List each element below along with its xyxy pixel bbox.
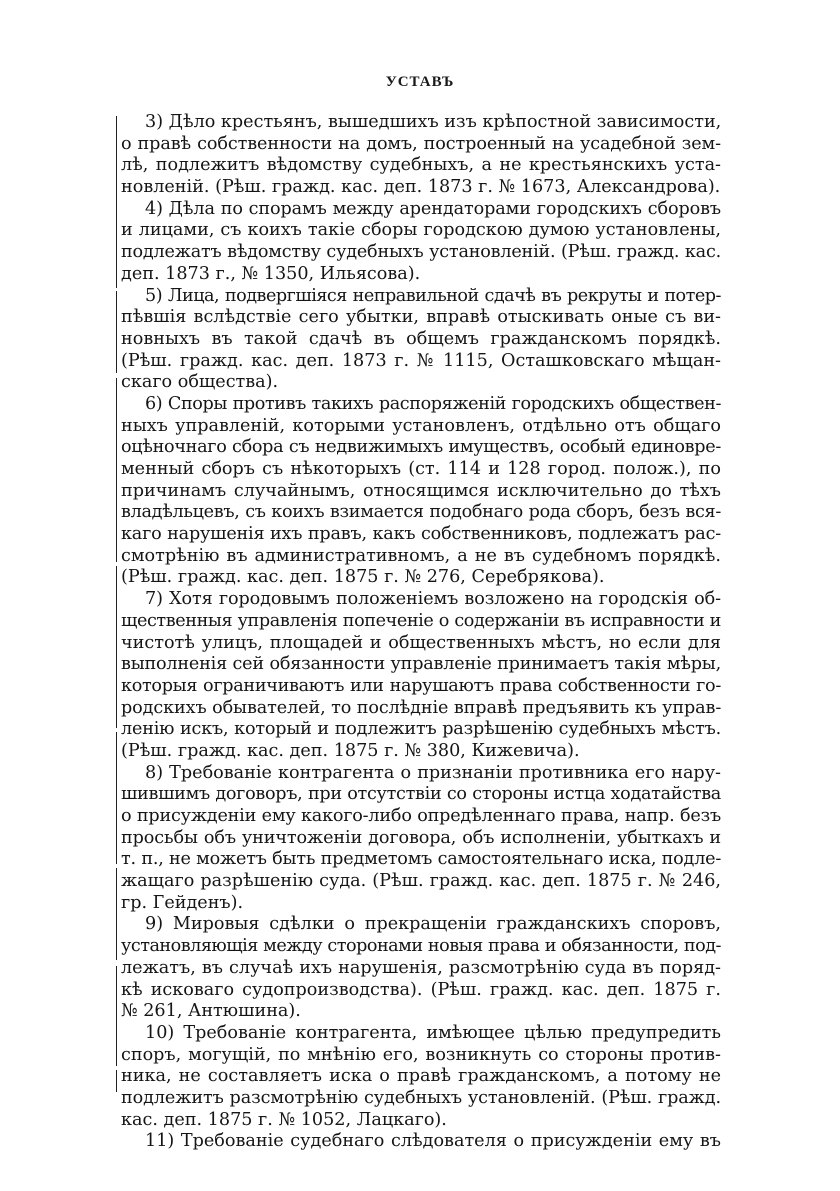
text-line: ныхъ управленiй, которыми установленъ, отдѣльно отъ общаго [121, 415, 721, 436]
margin-rule [116, 378, 117, 562]
page-body [121, 112, 721, 1153]
text-line: и лицами, съ коихъ такiе сборы городскою думою установлены, [121, 220, 721, 241]
text-line: 4) Дѣла по спорамъ между арендаторами городскихъ сборовъ [145, 198, 721, 219]
text-line: кас. деп. 1875 г. № 1052, Лацкаго). [121, 1109, 447, 1130]
margin-rule [116, 868, 117, 960]
text-line: 7) Хотя городовымъ положенiемъ возложено на городскiя об- [145, 589, 721, 610]
text-line: лѣ, подлежитъ вѣдомству судебныхъ, а не крестьянскихъ уста- [121, 155, 721, 176]
margin-rule [116, 1070, 117, 1092]
text-line: гр. Гейденъ). [121, 892, 244, 913]
text-line: 11) Требованiе судебнаго слѣдователя о присужденiи ему въ [145, 1131, 721, 1152]
text-line: 8) Требованiе контрагента о признанiи противника его нару- [145, 762, 721, 783]
text-line: № 261, Антюшина). [121, 1001, 301, 1022]
text-line: споръ, могущiй, по мнѣнiю его, возникнуть со стороны против- [121, 1044, 721, 1065]
text-line: щественныя управленiя попеченiе о содержанiи въ исправности и [121, 610, 721, 631]
margin-rule [116, 732, 117, 864]
text-line: владѣльцевъ, съ коихъ взимается подобнаго рода сборъ, безъ вся- [121, 502, 721, 523]
text-line: 9) Мировыя сдѣлки о прекращенiи гражданскихъ споровъ, [145, 914, 721, 935]
text-line: (Рѣш. гражд. кас. деп. 1873 г. № 1115, Осташковскаго мѣщан- [121, 350, 721, 371]
text-line: о правѣ собственности на домъ, построенный на усадебной зем- [121, 133, 721, 154]
text-line: подлежатъ вѣдомству судебныхъ установленiй. (Рѣш. гражд. кас. [121, 242, 721, 263]
text-line: новленiй. (Рѣш. гражд. кас. деп. 1873 г. № 1673, Александрова). [121, 177, 721, 198]
running-title: УСТАВЪ [385, 74, 455, 90]
text-line: смотрѣнiю въ административномъ, а не въ судебномъ порядкѣ. [121, 545, 721, 566]
margin-rule [116, 566, 117, 728]
text-line: которыя ограничиваютъ или нарушаютъ права собственности го- [121, 675, 721, 696]
text-line: 6) Споры противъ такихъ распоряженiй городскихъ обществен- [145, 393, 721, 414]
text-line: новныхъ въ такой сдачѣ въ общемъ гражданскомъ порядкѣ. [121, 328, 721, 349]
text-line: оцѣночнаго сбора съ недвижимыхъ имуществъ, особый единовре- [121, 437, 721, 458]
margin-rule [116, 202, 117, 288]
margin-rule [116, 116, 117, 202]
text-line: шившимъ договоръ, при отсутствiи со стороны истца ходатайства [121, 784, 721, 805]
text-line: пѣвшiя вслѣдствiе сего убытки, вправѣ отыскивать оные съ ви- [121, 307, 721, 328]
text-line: жащаго разрѣшенiю суда. (Рѣш. гражд. кас. деп. 1875 г. № 246, [121, 871, 721, 892]
text-line: 10) Требованiе контрагента, имѣющее цѣлью предупредить [145, 1022, 721, 1043]
text-line: установляющiя между сторонами новыя права и обязанности, под- [121, 936, 721, 957]
text-line: менный сборъ съ нѣкоторыхъ (ст. 114 и 128 город. полож.), по [121, 459, 721, 479]
text-line: ника, не составляетъ иска о правѣ гражданскомъ, а потому не [121, 1066, 721, 1087]
text-line: (Рѣш. гражд. кас. деп. 1875 г. № 276, Серебрякова). [121, 567, 605, 588]
margin-rule [116, 966, 117, 1066]
text-line: 5) Лица, подвергшiяся неправильной сдачѣ въ рекруты и потер- [145, 285, 721, 306]
text-line: кѣ исковаго судопроизводства). (Рѣш. гражд. кас. деп. 1875 г. [121, 979, 721, 1000]
text-line: чистотѣ улицъ, площадей и общественныхъ мѣстъ, но если для [121, 632, 721, 653]
text-line: деп. 1873 г., № 1350, Ильясова). [121, 263, 421, 284]
text-line: ленiю искъ, который и подлежитъ разрѣшенiю судебныхъ мѣстъ. [121, 719, 721, 740]
text-line: подлежитъ разсмотрѣнiю судебныхъ установленiй. (Рѣш. гражд. [121, 1087, 721, 1108]
text-line: родскихъ обывателей, то послѣднiе вправѣ предъявить къ управ- [121, 697, 722, 718]
text-line: т. п., не можетъ быть предметомъ самостоятельнаго иска, подле- [121, 849, 722, 870]
text-line: каго нарушенiя ихъ правъ, какъ собственниковъ, подлежатъ рас- [121, 524, 721, 545]
text-line: 3) Дѣло крестьянъ, вышедшихъ изъ крѣпостной зависимости, [145, 112, 722, 132]
text-line: причинамъ случайнымъ, относящимся исключительно до тѣхъ [121, 480, 721, 501]
margin-rule [116, 291, 117, 373]
text-line: о присужденiи ему какого-либо опредѣленнаго права, напр. безъ [121, 806, 721, 826]
text-line: скаго общества). [121, 372, 279, 393]
text-line: лежатъ, въ случаѣ ихъ нарушенiя, разсмотрѣнiю суда въ поряд- [121, 957, 721, 978]
text-line: выполненiя сей обязанности управленiе принимаетъ такiя мѣры, [121, 654, 721, 675]
text-line: (Рѣш. гражд. кас. деп. 1875 г. № 380, Кижевича). [121, 740, 580, 761]
text-line: просьбы объ уничтоженiи договора, объ исполненiи, убыткахъ и [121, 827, 721, 848]
